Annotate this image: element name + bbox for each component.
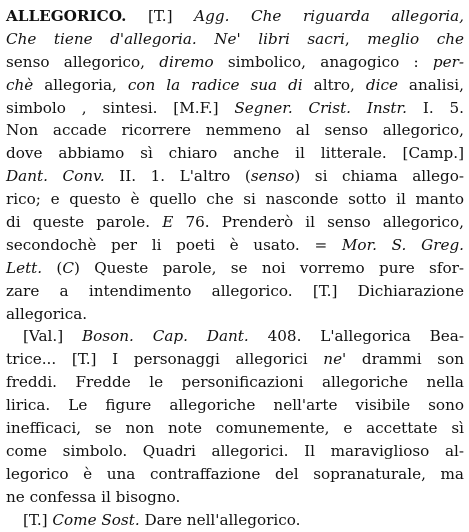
- text-line: [6, 348, 464, 371]
- dictionary-page: [6, 5, 464, 531]
- text-line: [6, 142, 464, 165]
- text-segment: con la radice sua di: [127, 75, 303, 94]
- text-line: [6, 234, 464, 257]
- text-line: [6, 165, 464, 188]
- text-segment: dice: [365, 75, 398, 94]
- text-segment: freddi. Fredde le personificazioni allegoriche nella: [6, 373, 464, 392]
- text-segment: [Val.]: [23, 327, 83, 346]
- text-line: [6, 325, 464, 348]
- text-segment: [T.]: [23, 510, 53, 529]
- text-segment: [T.]: [126, 7, 195, 25]
- entry-paragraph: [6, 325, 464, 508]
- text-segment: chè: [6, 75, 34, 94]
- text-line: [6, 257, 464, 280]
- text-line: [6, 486, 464, 509]
- text-segment: meglio che: [367, 29, 464, 48]
- text-segment: 408. L'allegorica Bea-: [248, 327, 464, 346]
- text-segment: altro,: [302, 75, 366, 94]
- text-segment: secondochè per li poeti è usato. =: [6, 235, 342, 254]
- text-segment: ne': [323, 350, 347, 369]
- text-line: [6, 280, 464, 303]
- text-line: [6, 74, 464, 97]
- text-segment: lirica. Le figure allegoriche nell'arte visibile sono: [6, 396, 464, 415]
- text-segment: Segner. Crist. Instr.: [234, 98, 407, 117]
- text-segment: Dant. Conv.: [6, 167, 105, 186]
- text-segment: drammi son: [346, 350, 464, 369]
- headword: ALLEGORICO.: [6, 7, 127, 25]
- text-line: [6, 303, 464, 326]
- text-segment: senso allegorico,: [6, 52, 160, 71]
- text-segment: legorico è una contraffazione del sopranaturale, ma: [6, 464, 464, 483]
- text-segment: 76. Prenderò il senso allegorico,: [173, 213, 465, 232]
- text-segment: Come Sost.: [52, 510, 140, 529]
- text-line: [6, 119, 464, 142]
- text-segment: Mor. S. Greg.: [341, 235, 464, 254]
- text-segment: simbolo , sintesi. [M.F.]: [6, 98, 235, 117]
- text-segment: ,: [344, 29, 368, 48]
- text-segment: Non accade ricorrere nemmeno al senso allegorico,: [6, 121, 464, 140]
- text-line: [6, 463, 464, 486]
- text-segment: Dare nell'allegorico.: [139, 510, 301, 529]
- text-segment: zare a intendimento allegorico. [T.] Dichiarazione: [6, 281, 464, 300]
- dictionary-entry: [6, 5, 464, 531]
- text-segment: rico; e questo è quello che si nasconde sotto il manto: [6, 190, 464, 209]
- text-line: [6, 440, 464, 463]
- text-segment: allegorica.: [6, 304, 88, 323]
- text-line: [6, 509, 464, 532]
- text-line: [6, 211, 464, 234]
- text-segment: senso: [250, 167, 295, 186]
- text-segment: come simbolo. Quadri allegorici. Il maraviglioso al-: [6, 441, 464, 460]
- text-segment: analisi,: [397, 75, 464, 94]
- text-line: [6, 371, 464, 394]
- text-segment: C: [62, 258, 74, 277]
- text-segment: simbolico, anagogico :: [213, 52, 433, 71]
- text-segment: Agg. Che riguarda allegoria,: [194, 7, 464, 25]
- text-segment: E: [162, 213, 174, 232]
- entry-paragraph: [6, 509, 464, 532]
- text-segment: I. 5.: [406, 98, 464, 117]
- text-line: [6, 188, 464, 211]
- text-segment: II. 1. L'altro (: [104, 167, 251, 186]
- text-segment: Boson. Cap. Dant.: [82, 327, 249, 346]
- text-segment: (: [42, 258, 63, 277]
- text-segment: trice... [T.] I personaggi allegorici: [6, 350, 324, 369]
- text-segment: diremo: [159, 52, 214, 71]
- text-line: [6, 97, 464, 120]
- text-segment: per-: [432, 52, 464, 71]
- entry-paragraph: [6, 5, 464, 325]
- text-line: [6, 417, 464, 440]
- text-segment: Lett.: [6, 258, 43, 277]
- text-segment: ne confessa il bisogno.: [6, 487, 181, 506]
- text-segment: Che tiene d'allegoria. Ne' libri sacri: [6, 29, 345, 48]
- text-line: [6, 51, 464, 74]
- text-segment: di queste parole.: [6, 213, 163, 232]
- text-segment: ) si chiama allego-: [294, 167, 464, 186]
- text-line: [6, 28, 464, 51]
- text-line: [6, 394, 464, 417]
- text-segment: ) Queste parole, se noi vorremo pure sfor-: [73, 258, 464, 277]
- text-line: [6, 5, 464, 28]
- text-segment: allegoria,: [33, 75, 128, 94]
- text-segment: dove abbiamo sì chiaro anche il litterale. [Camp.]: [6, 144, 464, 163]
- text-segment: inefficaci, se non note comunemente, e accettate sì: [6, 419, 464, 438]
